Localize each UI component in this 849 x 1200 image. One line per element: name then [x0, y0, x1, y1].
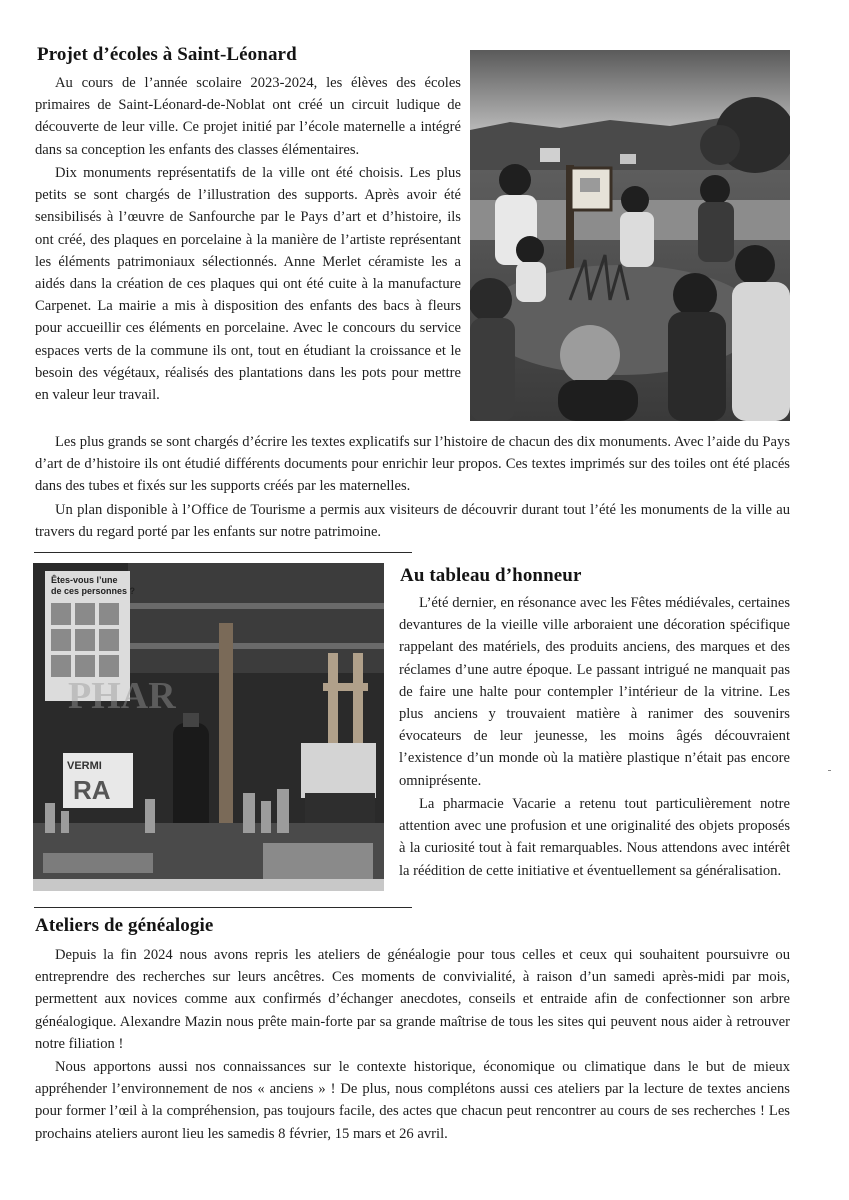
paragraph: Nous apportons aussi nos connaissances sur le contexte historique, économique ou climatique dans le but de mieux appréhender l’environnement de nos « anciens » ! De plus, nous complétons aussi ces ateliers par la lecture de textes anciens pour former l’œil à la compréhension, pas toujours facile, des actes que chacun peut rencontrer au cours de ses recherches ! Les prochains ateliers auront lieu les samedis 8 février, 15 mars et 26 avril.	[35, 1059, 790, 1142]
photo-children-plaque	[470, 50, 790, 421]
paragraph: Les plus grands se sont chargés d’écrire les textes explicatifs sur l’histoire de chacun des dix monuments. Avec l’aide du Pays d’art de d’histoire ils ont étudié différents documents pour enrichir leur propos. Ces textes imprimés sur des toiles ont été placés dans des tubes et fixés sur les supports créés par les maternelles.	[35, 434, 790, 495]
paragraph: La pharmacie Vacarie a retenu tout particulièrement notre attention avec une profusion et une originalité des objets proposés à la curiosité tout à fait remarquables. Nous attendons avec intérêt la réédition de cette initiative et éventuellement sa généralisation.	[399, 796, 790, 879]
section-divider	[34, 552, 412, 553]
sign-text: VERMI	[67, 760, 102, 772]
section-title-tableau-honneur: Au tableau d’honneur	[400, 565, 582, 586]
poster-text: de ces personnes ?	[51, 586, 136, 596]
svg-text:PHAR: PHAR	[68, 675, 176, 717]
paragraph: Un plan disponible à l’Office de Tourisme a permis aux visiteurs de découvrir durant tout l’été les monuments de la ville au travers du regard porté par les enfants sur notre patrimoine.	[35, 502, 790, 541]
paragraph: L’été dernier, en résonance avec les Fêtes médiévales, certaines devantures de la vieille ville arboraient une décoration spécifique rappelant des matériels, des produits anciens, des marques et des réclames d’une autre époque. Le passant intrigué ne manquait pas de faire une halte pour contempler l’intérieur de la vitrine. Les plus anciens y trouvaient matière à ranimer des souvenirs évocateurs de leur jeunesse, les moins âgés découvraient l’existence d’un monde où la matière plastique n’était pas encore omniprésente.	[399, 595, 790, 789]
section-title-ateliers-genealogie: Ateliers de généalogie	[35, 915, 214, 936]
section-divider	[34, 907, 412, 908]
paragraph: Depuis la fin 2024 nous avons repris les ateliers de généalogie pour tous celles et ceux qui souhaitent poursuivre ou entreprendre des recherches sur leurs ancêtres. Ces moments de convivialité, à raison d’un samedi après-midi par mois, permettent aux novices comme aux confirmés d’échanger anecdotes, conseils et entraide afin de confectionner son arbre généalogique. Alexandre Mazin nous prête main-forte par sa grande maîtrise de tous les sites qui peuvent nous aider à retrouver notre filiation !	[35, 947, 790, 1052]
paragraph: Dix monuments représentatifs de la ville ont été choisis. Les plus petits se sont chargés de l’illustration des supports. Après avoir été sensibilisés à l’œuvre de Sanfourche par le Pays d’art et d’histoire, ils ont créé, des plaques en porcelaine à la manière de l’artiste représentant les éléments patrimoniaux sélectionnés. Anne Merlet céramiste les a aidés dans la création de ces plaques qui ont été cuite à la manufacture Carpenet. La mairie a mis à disposition des enfants des bacs à fleurs pour accueillir ces éléments en porcelaine. Avec le concours du service espaces verts de la commune ils ont, tout en étudiant la croissance et le besoin des végétaux, réalisés des plantations dans les pots pour mettre en valeur leur travail.	[35, 165, 461, 404]
photo-children-image	[470, 50, 790, 421]
photo-pharmacy-image	[33, 563, 384, 891]
poster-text: Êtes-vous l’une	[51, 575, 118, 585]
paragraph: Au cours de l’année scolaire 2023-2024, les élèves des écoles primaires de Saint-Léonard-de-Noblat ont créé un circuit ludique de découverte de leur ville. Ce projet initié par l’école maternelle a intégré dans sa conception les enfants des classes élémentaires.	[35, 75, 461, 158]
svg-text:RA: RA	[73, 775, 111, 805]
photo-pharmacy-window	[33, 563, 384, 891]
scan-mark	[828, 770, 831, 771]
section-title-projet-ecoles: Projet d’écoles à Saint-Léonard	[37, 44, 297, 65]
